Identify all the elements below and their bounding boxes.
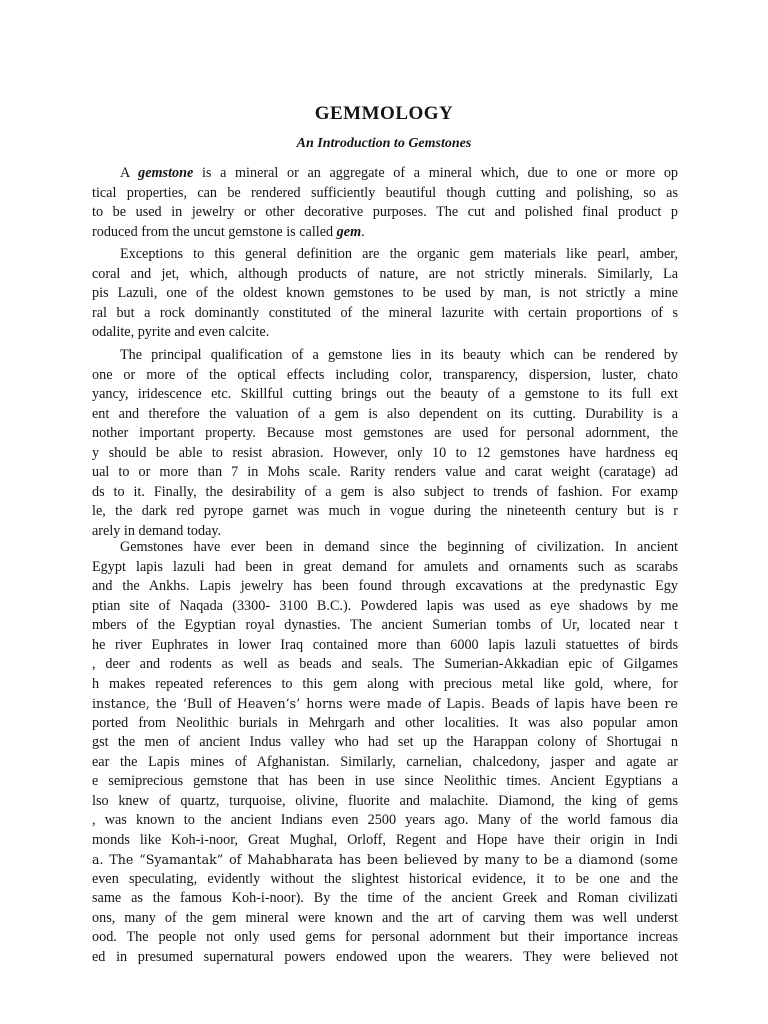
text-line: h makes repeated references to this gem along with precious metal like gold, where, for <box>92 675 678 692</box>
text-line: tical properties, can be rendered sufficiently beautiful though cutting and polishing, so as <box>92 184 678 201</box>
text-line: pis Lazuli, one of the oldest known gemstones to be used by man, is not strictly a mine <box>92 285 678 301</box>
text-line: Egypt lapis lazuli had been in great demand for amulets and ornaments such as scarabs <box>92 558 678 575</box>
paragraph-exceptions <box>92 245 678 343</box>
text-line: Exceptions to this general definition are the organic gem materials like pearl, amber, <box>120 246 678 262</box>
text-line: le, the dark red pyrope garnet was much in vogue during the nineteenth century but is r <box>92 503 678 519</box>
text-line: A gemstone is a mineral or an aggregate of a mineral which, due to one or more op <box>120 165 678 181</box>
text-line: ual to or more than 7 in Mohs scale. Rarity renders value and carat weight (caratage) ad <box>92 464 678 480</box>
text-line: a. The “Syamantak” of Mahabharata has been believed by many to be a diamond (some <box>92 852 678 867</box>
text-line: one or more of the optical effects including color, transparency, dispersion, luster, chato <box>92 366 678 383</box>
text-line: he river Euphrates in lower Iraq contained more than 6000 lapis lazuli statuettes of birds <box>92 636 678 653</box>
text-line: Gemstones have ever been in demand since the beginning of civilization. In ancient <box>120 539 678 555</box>
text-line: coral and jet, which, although products of nature, are not strictly minerals. Similarly, La <box>92 265 678 282</box>
term-gem: gem <box>336 223 362 240</box>
text-line: odalite, pyrite and even calcite. <box>92 324 270 340</box>
text-line: ral but a rock dominantly constituted of the mineral lazurite with certain proportions of s <box>92 304 678 321</box>
text-line: gst the men of ancient Indus valley who had set up the Harappan colony of Shortugai n <box>92 734 678 750</box>
text-line: ood. The people not only used gems for personal adornment but their importance increas <box>92 929 678 945</box>
text-line: ons, many of the gem mineral were known and the art of carving them was well underst <box>92 909 678 926</box>
text-line: e semiprecious gemstone that has been in use since Neolithic times. Ancient Egyptians a <box>92 773 678 789</box>
text-line: ent and therefore the valuation of a gem is also dependent on its cutting. Durability is a <box>92 405 678 422</box>
page-subtitle: An Introduction to Gemstones <box>296 136 472 151</box>
text-line: and the Ankhs. Lapis jewelry has been found through excavations at the predynastic Egy <box>92 578 678 594</box>
text-line: roduced from the uncut gemstone is called gem. <box>92 223 365 240</box>
text-line: to be used in jewelry or other decorative purposes. The cut and polished final product p <box>92 204 678 220</box>
text-line: even speculating, evidently without the slightest historical evidence, it to be one and the <box>92 870 678 887</box>
text-line: , was known to the ancient Indians even 2500 years ago. Many of the world famous dia <box>92 812 678 828</box>
paragraph-qualification <box>92 346 678 541</box>
page-title: GEMMOLOGY <box>314 103 454 124</box>
term-gemstone: gemstone <box>138 165 194 181</box>
text-line: nother important property. Because most gemstones are used for personal adornment, the <box>92 425 678 441</box>
text-line: ed in presumed supernatural powers endowed upon the wearers. They were believed not <box>92 948 678 965</box>
text-line: yancy, iridescence etc. Skillful cutting brings out the beauty of a gemstone to its full ext <box>92 386 678 402</box>
text-line: same as the famous Koh-i-noor). By the time of the ancient Greek and Roman civilizati <box>92 890 678 906</box>
text-line: ported from Neolithic burials in Mehrgarh and other localities. It was also popular amon <box>92 714 678 731</box>
text-line: y should be able to resist abrasion. However, only 10 to 12 gemstones have hardness eq <box>92 444 678 461</box>
text-line: ear the Lapis mines of Afghanistan. Similarly, carnelian, chalcedony, jasper and agate ar <box>92 753 678 770</box>
text-line: ptian site of Naqada (3300- 3100 B.C.). Powdered lapis was used as eye shadows by me <box>92 597 678 614</box>
text-line: ds to it. Finally, the desirability of a gem is also subject to trends of fashion. For examp <box>92 483 678 500</box>
text-line: mbers of the Egyptian royal dynasties. The ancient Sumerian tombs of Ur, located near t <box>92 617 678 633</box>
text-line: The principal qualification of a gemstone lies in its beauty which can be rendered by <box>120 347 678 363</box>
text-line: lso knew of quartz, turquoise, olivine, fluorite and malachite. Diamond, the king of gems <box>92 792 678 809</box>
paragraph-definition <box>92 164 678 242</box>
text-line: , deer and rodents as well as beads and seals. The Sumerian-Akkadian epic of Gilgames <box>92 656 678 672</box>
paragraph-history <box>92 538 678 967</box>
text-line: arely in demand today. <box>92 522 222 539</box>
text-line: instance, the ‘Bull of Heaven’s’ horns were made of Lapis. Beads of lapis have been re <box>92 696 678 711</box>
text-line: monds like Koh-i-noor, Great Mughal, Orloff, Regent and Hope have their origin in Indi <box>92 831 678 848</box>
